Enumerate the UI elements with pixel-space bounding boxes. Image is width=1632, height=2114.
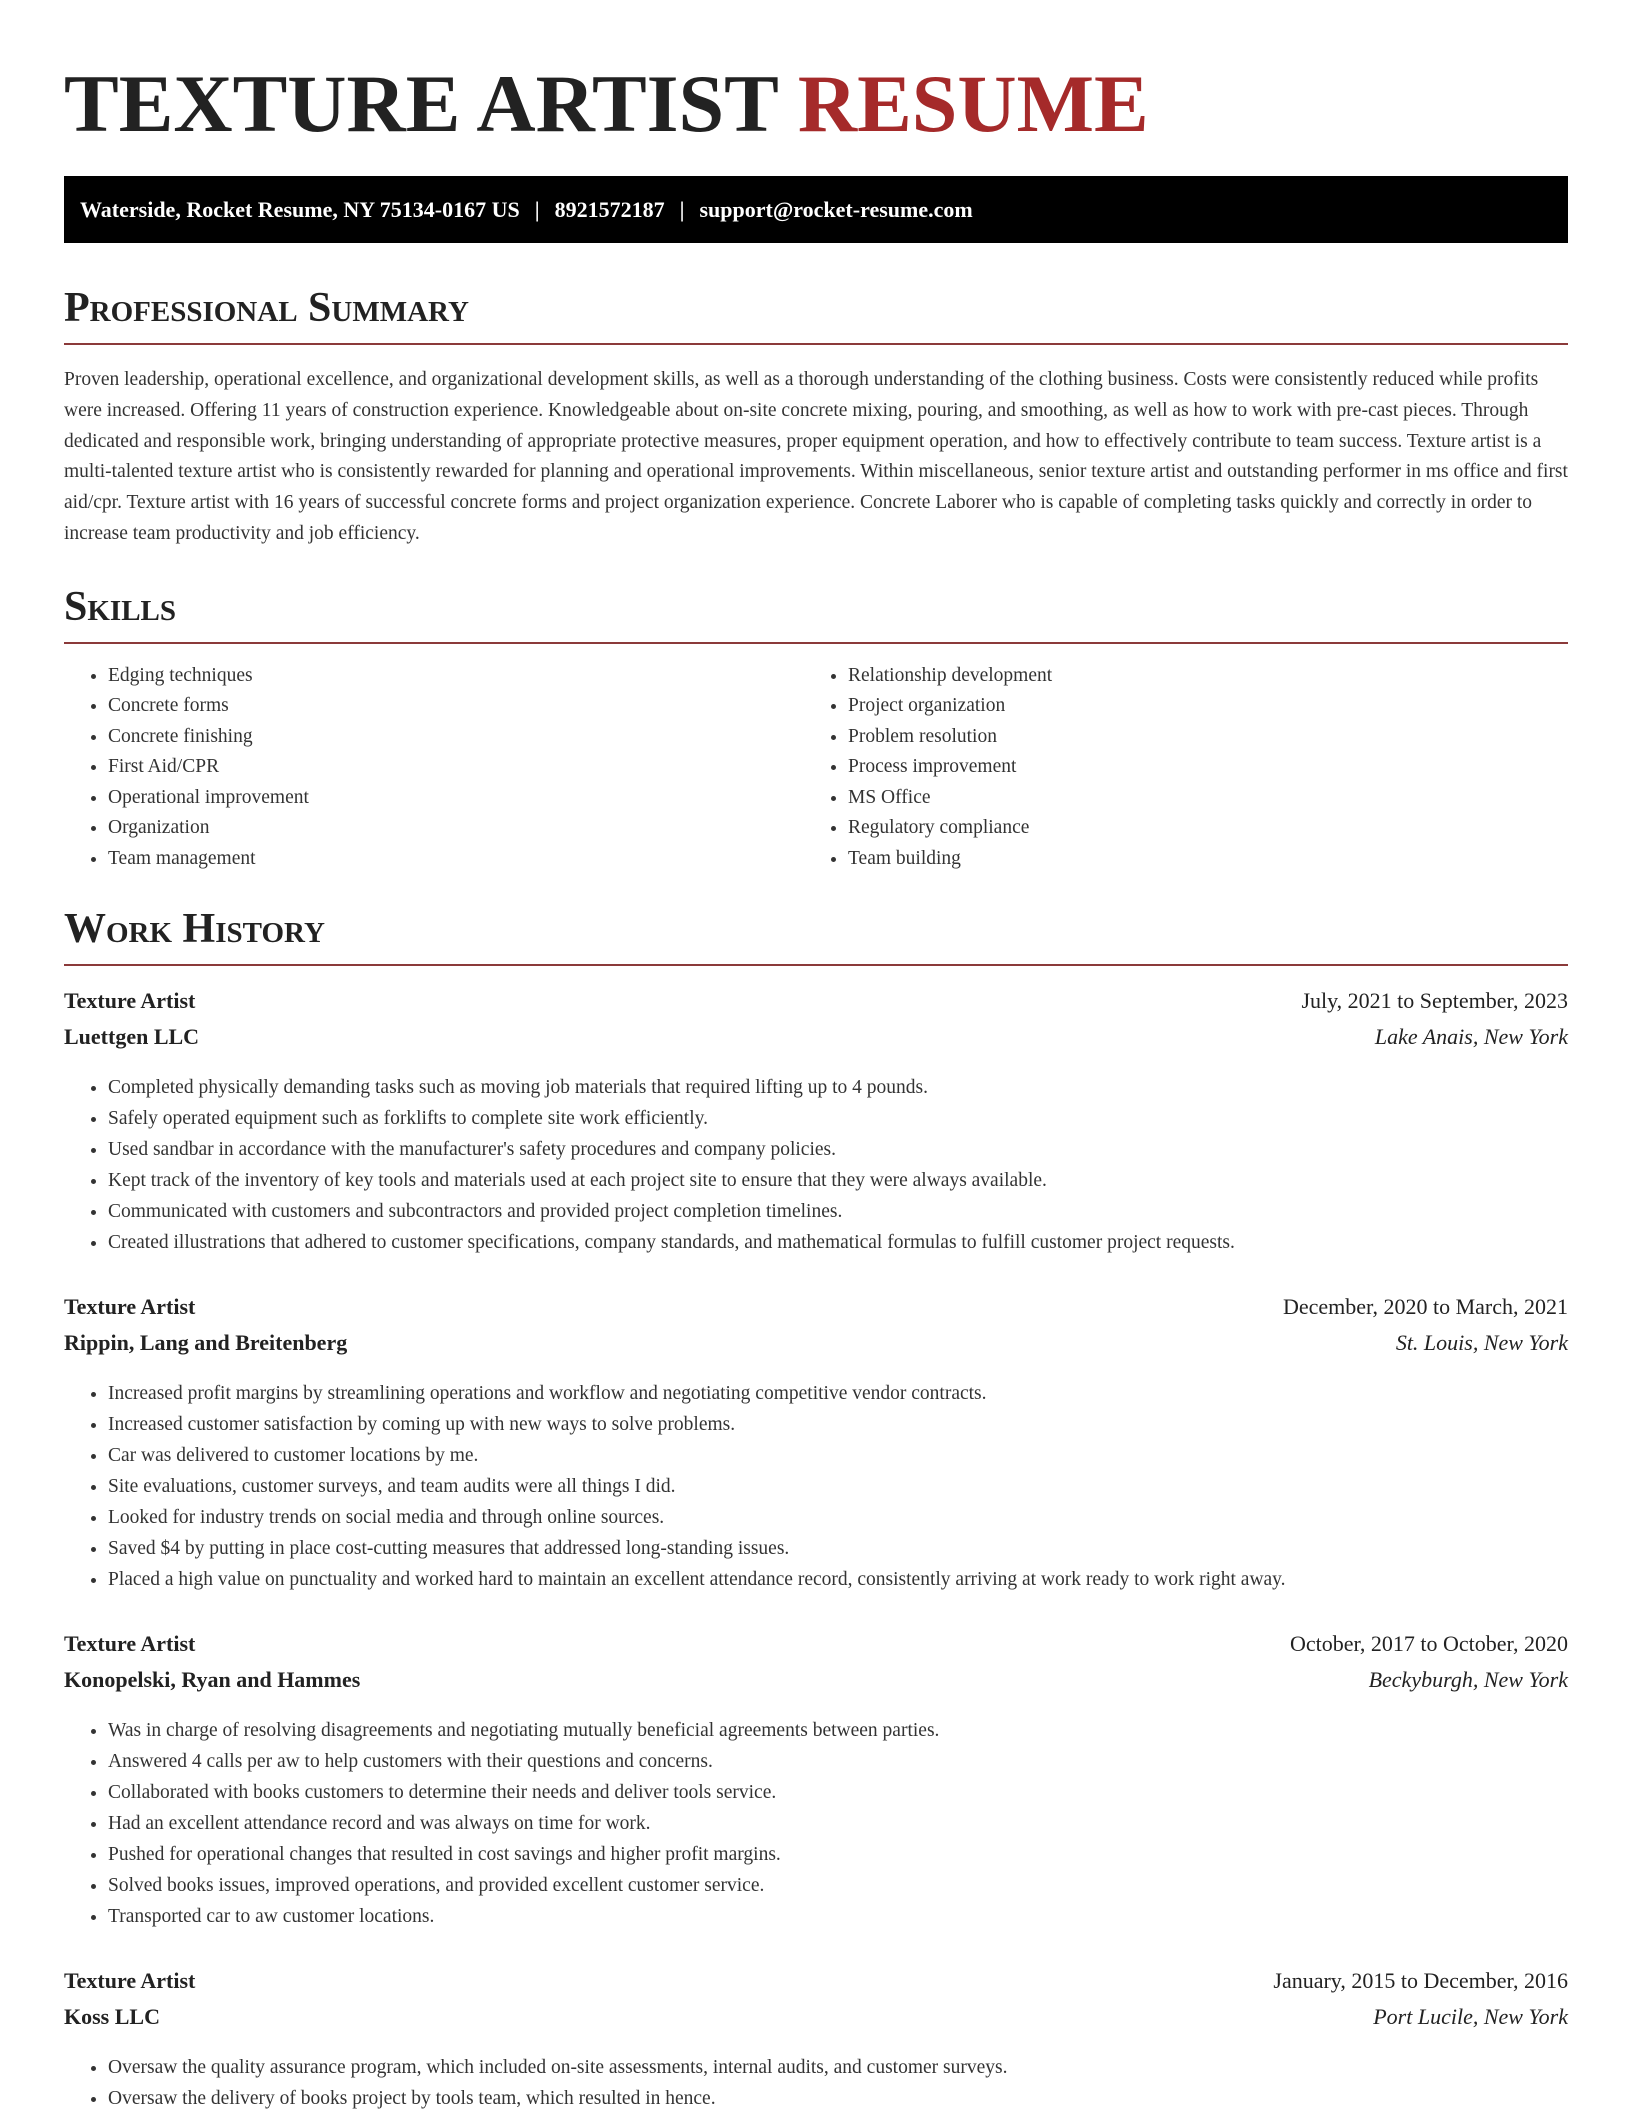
job-title: Texture Artist <box>64 1294 196 1320</box>
skill-item: • Process improvement <box>848 752 1568 783</box>
skill-item: • Problem resolution <box>848 722 1568 753</box>
contact-separator: | <box>534 196 540 222</box>
job-duty: • Completed physically demanding tasks such as moving job materials that required lifting up to 4 pounds. <box>108 1072 1568 1103</box>
job-location: Port Lucile, New York <box>1373 2004 1568 2030</box>
work-history-section <box>64 904 1568 2114</box>
skill-item: • Organization <box>108 813 804 844</box>
job-duties-list <box>64 1715 1568 1932</box>
skill-item: • Regulatory compliance <box>848 813 1568 844</box>
job-duty: • Safely operated equipment such as forklifts to complete site work efficiently. <box>108 1103 1568 1134</box>
contact-email: support@rocket-resume.com <box>699 196 973 222</box>
skill-item: • Edging techniques <box>108 661 804 692</box>
job-duties-list <box>64 2052 1568 2114</box>
job-dates: October, 2017 to October, 2020 <box>1289 1631 1568 1657</box>
job-duty: • Site evaluations, customer surveys, and team audits were all things I did. <box>108 1471 1568 1502</box>
job-company-row <box>64 1024 1568 1060</box>
job-duties-list <box>64 1378 1568 1595</box>
job-company: Koss LLC <box>64 2004 160 2030</box>
work-history-heading: Work History <box>64 906 325 953</box>
job-duty: • Increased profit margins by streamlining operations and workflow and negotiating competitive vendor contracts. <box>108 1378 1568 1409</box>
skills-list-right <box>804 661 1568 875</box>
job-duty: • Kept track of the inventory of key tools and materials used at each project site to ensure that they were always available. <box>108 1165 1568 1196</box>
job-dates: December, 2020 to March, 2021 <box>1282 1294 1568 1320</box>
job-duty: • Collaborated with books customers to determine their needs and deliver tools service. <box>108 1777 1568 1808</box>
skill-item: • First Aid/CPR <box>108 752 804 783</box>
summary-section <box>64 283 1568 550</box>
job-duty: • Looked for industry trends on social media and through online sources. <box>108 1502 1568 1533</box>
job-duty: • Oversaw the quality assurance program, which included on-site assessments, internal audits, and customer surveys. <box>108 2052 1568 2083</box>
resume-title <box>64 56 1568 152</box>
job-header-row <box>64 1631 1568 1667</box>
job-duties-list <box>64 1072 1568 1258</box>
job-dates: January, 2015 to December, 2016 <box>1273 1968 1568 1994</box>
job-dates: July, 2021 to September, 2023 <box>1301 988 1568 1014</box>
job-header-row <box>64 988 1568 1024</box>
contact-bar <box>64 176 1568 243</box>
job-duty: • Car was delivered to customer locations by me. <box>108 1440 1568 1471</box>
job-duty: • Placed a high value on punctuality and worked hard to maintain an excellent attendance record, consistently arriving at work ready to work right away. <box>108 1564 1568 1595</box>
contact-separator: | <box>679 196 685 222</box>
section-divider <box>64 343 1568 345</box>
contact-phone: 8921572187 <box>554 196 665 222</box>
job-duty: • Created illustrations that adhered to customer specifications, company standards, and mathematical formulas to fulfill customer project requests. <box>108 1227 1568 1258</box>
job-entry <box>64 1631 1568 1932</box>
job-company: Konopelski, Ryan and Hammes <box>64 1667 361 1693</box>
skill-item: • Team management <box>108 844 804 875</box>
summary-heading: Professional Summary <box>64 285 469 331</box>
job-duty: • Transported car to aw customer locations. <box>108 1901 1568 1932</box>
job-duty: • Solved books issues, improved operations, and provided excellent customer service. <box>108 1870 1568 1901</box>
title-accent: RESUME <box>797 58 1149 149</box>
job-header-row <box>64 1294 1568 1330</box>
job-company: Luettgen LLC <box>64 1024 200 1050</box>
title-main: TEXTURE ARTIST <box>64 58 778 149</box>
job-duty: • Used sandbar in accordance with the manufacturer's safety procedures and company policies. <box>108 1134 1568 1165</box>
skill-item: • Team building <box>848 844 1568 875</box>
job-duty: • Saved $4 by putting in place cost-cutting measures that addressed long-standing issues. <box>108 1533 1568 1564</box>
skill-item: • Operational improvement <box>108 783 804 814</box>
job-title: Texture Artist <box>64 1968 196 1994</box>
job-company: Rippin, Lang and Breitenberg <box>64 1330 348 1356</box>
contact-address: Waterside, Rocket Resume, NY 75134-0167 US <box>80 196 520 222</box>
job-duty: • Pushed for operational changes that resulted in cost savings and higher profit margins. <box>108 1839 1568 1870</box>
job-entry <box>64 988 1568 1258</box>
summary-text: Proven leadership, operational excellence, and organizational development skills, as well as a thorough understanding of the clothing business. Costs were consistently reduced while profits were increased. Offering 11 years of construction experience. Knowledgeable about on-site concrete mixing, pouring, and smoothing, as well as how to work with pre-cast pieces. Through dedicated and responsible work, bringing understanding of appropriate protective measures, proper equipment operation, and how to effectively contribute to team success. Texture artist is a multi-talented texture artist who is consistently rewarded for planning and operational improvements. Within miscellaneous, senior texture artist and outstanding performer in ms office and first aid/cpr. Texture artist with 16 years of successful concrete forms and project organization experience. Concrete Laborer who is capable of completing tasks quickly and correctly in order to increase team productivity and job efficiency. <box>64 369 1568 544</box>
skill-item: • Relationship development <box>848 661 1568 692</box>
job-company-row <box>64 1330 1568 1366</box>
job-header-row <box>64 1968 1568 2004</box>
skill-item: • Concrete finishing <box>108 722 804 753</box>
job-duty: • Answered 4 calls per aw to help customers with their questions and concerns. <box>108 1746 1568 1777</box>
job-duty: • Communicated with customers and subcontractors and provided project completion timelines. <box>108 1196 1568 1227</box>
section-divider <box>64 964 1568 966</box>
skills-columns <box>64 661 1568 875</box>
job-duty: • Oversaw the delivery of books project by tools team, which resulted in hence. <box>108 2083 1568 2114</box>
section-divider <box>64 642 1568 644</box>
job-entry <box>64 1294 1568 1595</box>
skills-heading: Skills <box>64 583 177 630</box>
skills-list-left <box>64 661 804 875</box>
job-location: St. Louis, New York <box>1395 1330 1568 1356</box>
skill-item: • Project organization <box>848 691 1568 722</box>
job-duty: • Increased customer satisfaction by coming up with new ways to solve problems. <box>108 1409 1568 1440</box>
job-title: Texture Artist <box>64 1631 196 1657</box>
job-duty: • Was in charge of resolving disagreements and negotiating mutually beneficial agreements between parties. <box>108 1715 1568 1746</box>
skill-item: • MS Office <box>848 783 1568 814</box>
job-entry <box>64 1968 1568 2114</box>
job-company-row <box>64 1667 1568 1703</box>
job-location: Beckyburgh, New York <box>1368 1667 1568 1693</box>
skills-section <box>64 582 1568 875</box>
job-location: Lake Anais, New York <box>1374 1024 1568 1050</box>
job-duty: • Had an excellent attendance record and was always on time for work. <box>108 1808 1568 1839</box>
skill-item: • Concrete forms <box>108 691 804 722</box>
job-title: Texture Artist <box>64 988 196 1014</box>
job-company-row <box>64 2004 1568 2040</box>
